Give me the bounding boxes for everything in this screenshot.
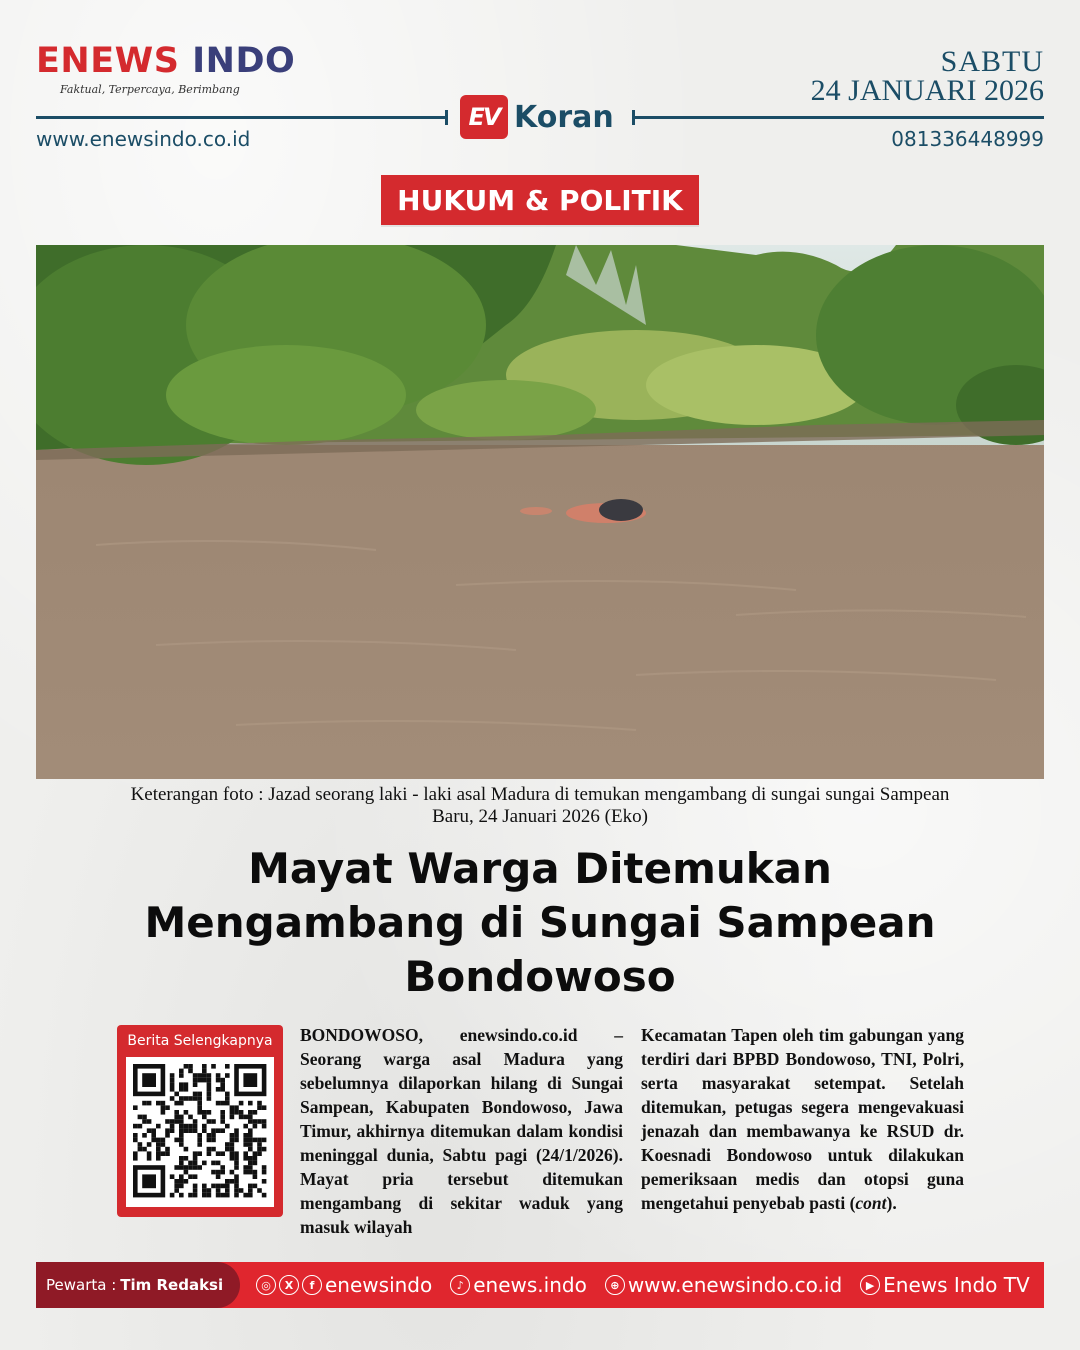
photo-caption-line1: Keterangan foto : Jazad seorang laki - laki asal Madura di temukan mengambang di sungai sungai Sampean — [130, 784, 950, 805]
qr-code-card[interactable] — [117, 1025, 283, 1217]
edition-label — [460, 94, 614, 140]
header-divider-right — [632, 116, 1044, 119]
headline-line3: Bondowoso — [404, 952, 676, 1001]
reporter-credit — [36, 1262, 240, 1308]
brand-tagline: Faktual, Terpercaya, Berimbang — [60, 83, 240, 96]
ev-logo-icon: EV — [460, 95, 508, 139]
tiktok-handle[interactable]: enews.indo — [473, 1273, 587, 1297]
issue-date — [810, 45, 1044, 107]
headline-line1: Mayat Warga Ditemukan — [248, 844, 832, 893]
social-links — [256, 1262, 1048, 1308]
photo-caption-line2: Baru, 24 Januari 2026 (Eko) — [432, 806, 648, 827]
tiktok-icon[interactable]: ♪ — [450, 1275, 470, 1295]
globe-icon[interactable]: ⊕ — [605, 1275, 625, 1295]
header-divider-left — [36, 116, 448, 119]
social-handle[interactable]: enewsindo — [325, 1273, 433, 1297]
footer-website[interactable]: www.enewsindo.co.id — [627, 1273, 843, 1297]
issue-full-date: 24 JANUARI 2026 — [810, 74, 1044, 107]
article-headline — [60, 842, 1020, 1004]
instagram-icon[interactable]: ◎ — [256, 1275, 276, 1295]
phone-number: 081336448999 — [891, 127, 1044, 151]
brand-logo — [36, 41, 296, 96]
website-link[interactable]: www.enewsindo.co.id — [36, 127, 251, 151]
brand-name-red: ENEWS — [36, 41, 180, 81]
article-column-2-text: Kecamatan Tapen oleh tim gabungan yang terdiri dari BPBD Bondowoso, TNI, Polri, serta masyarakat setempat. Setelah ditemukan, petugas segera mengevakuasi jenazah dan membawanya ke RSUD dr. Koesnadi Bondowoso untuk dilakukan pemeriksaan medis dan otopsi guna mengetahui penyebab pasti ( — [641, 1025, 964, 1213]
youtube-channel[interactable]: Enews Indo TV — [883, 1273, 1030, 1297]
reporter-label: Pewarta : — [46, 1276, 117, 1294]
footer-bar — [36, 1262, 1044, 1308]
qr-title: Berita Selengkapnya — [127, 1033, 273, 1049]
reporter-name: Tim Redaksi — [120, 1276, 224, 1294]
headline-line2: Mengambang di Sungai Sampean — [144, 898, 936, 947]
article-column-2-end: ). — [886, 1193, 897, 1213]
facebook-icon[interactable]: f — [302, 1275, 322, 1295]
x-icon[interactable]: X — [279, 1275, 299, 1295]
issue-day: SABTU — [940, 45, 1044, 78]
edition-name: Koran — [514, 99, 614, 135]
qr-code-icon[interactable] — [126, 1057, 274, 1207]
article-column-1: BONDOWOSO, enewsindo.co.id – Seorang warga asal Madura yang sebelumnya dilaporkan hilang di Sungai Sampean, Kabupaten Bondowoso, Jawa Timur, akhirnya ditemukan dalam kondisi meninggal dunia, Sabtu pagi (24/1/2026). Mayat pria tersebut ditemukan mengambang di sekitar waduk yang masuk wilayah — [300, 1025, 623, 1237]
brand-name — [36, 41, 296, 81]
category-badge: HUKUM & POLITIK — [381, 175, 699, 225]
article-column-2 — [641, 1023, 964, 1215]
photo-caption — [36, 784, 1044, 828]
article-cont-marker: cont — [855, 1193, 887, 1213]
news-photo — [36, 245, 1044, 779]
brand-name-blue: INDO — [192, 41, 296, 81]
youtube-icon[interactable]: ▶ — [860, 1275, 880, 1295]
